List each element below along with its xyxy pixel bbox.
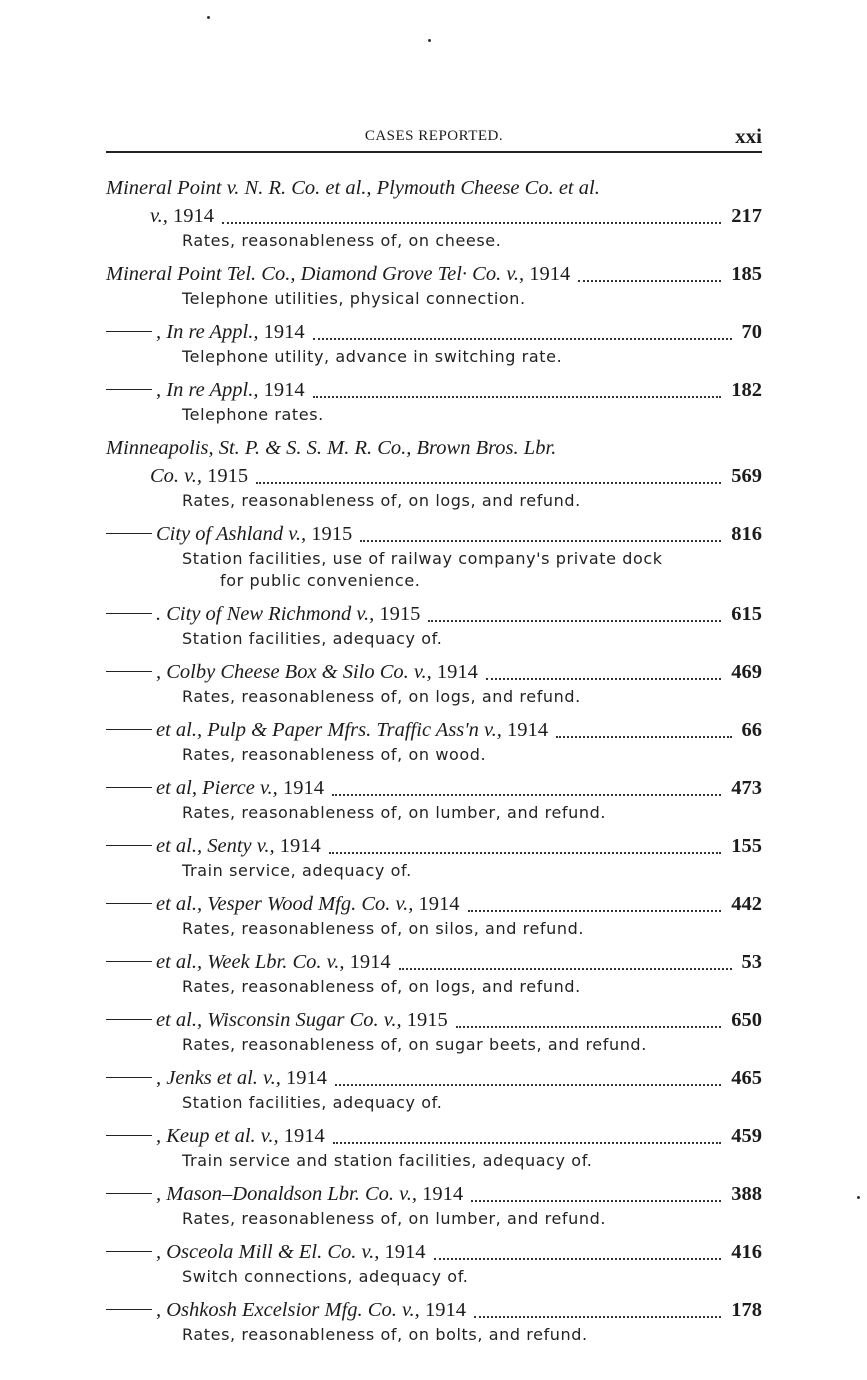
page-number: xxi	[735, 124, 762, 148]
page-reference: 442	[725, 890, 762, 918]
case-entry	[106, 716, 762, 766]
case-title-line	[106, 832, 762, 860]
dot-leader	[428, 620, 721, 622]
page-reference: 217	[725, 202, 762, 230]
page-reference: 53	[736, 948, 763, 976]
case-name: , Keup et al. v.,	[156, 1125, 279, 1147]
ditto-dash	[106, 389, 152, 390]
page-reference: 465	[725, 1064, 762, 1092]
case-entry	[106, 832, 762, 882]
case-name: , Colby Cheese Box & Silo Co. v.,	[156, 661, 432, 683]
case-name: et al, Pierce v.,	[156, 777, 278, 799]
case-title-line	[106, 434, 762, 462]
case-entry	[106, 1064, 762, 1114]
case-title	[106, 661, 484, 683]
subject-note: Rates, reasonableness of, on logs, and refund.	[182, 687, 581, 706]
subject-note: Station facilities, adequacy of.	[182, 629, 443, 648]
case-entry	[106, 948, 762, 998]
page-reference: 66	[736, 716, 763, 744]
dot-leader	[222, 222, 721, 224]
page-reference: 388	[725, 1180, 762, 1208]
case-title	[106, 177, 606, 199]
ditto-dash	[106, 613, 152, 614]
case-title-line	[106, 202, 762, 230]
case-year: 1915	[379, 603, 421, 625]
case-title	[106, 321, 311, 343]
case-name: Mineral Point Tel. Co., Diamond Grove Tel· Co. v.,	[106, 263, 525, 285]
subject-note: Station facilities, use of railway company's private dock	[182, 549, 663, 568]
case-year: 1914	[283, 1125, 325, 1147]
case-title-line	[106, 1006, 762, 1034]
case-entry	[106, 890, 762, 940]
dot-leader	[471, 1200, 721, 1202]
dot-leader	[333, 1142, 722, 1144]
case-name: et al., Wisconsin Sugar Co. v.,	[156, 1009, 402, 1031]
case-title	[106, 719, 554, 741]
ditto-dash	[106, 1135, 152, 1136]
case-entry	[106, 1296, 762, 1346]
subject-note: Rates, reasonableness of, on wood.	[182, 745, 487, 764]
case-entry	[106, 1180, 762, 1230]
case-entry	[106, 774, 762, 824]
case-title	[106, 1009, 454, 1031]
subject-note: Switch connections, adequacy of.	[182, 1267, 469, 1286]
case-year: 1914	[263, 321, 305, 343]
subject-note: Rates, reasonableness of, on sugar beets, and refund.	[182, 1035, 647, 1054]
case-year: 1914	[349, 951, 391, 973]
scan-speck	[857, 1196, 860, 1199]
case-name: Minneapolis, St. P. & S. S. M. R. Co., Brown Bros. Lbr.	[106, 437, 557, 459]
case-title-line	[106, 716, 762, 744]
page-reference: 182	[725, 376, 762, 404]
case-year: 1914	[506, 719, 548, 741]
dot-leader	[256, 482, 721, 484]
case-title-line	[106, 948, 762, 976]
case-entry	[106, 434, 762, 512]
case-name: v.,	[150, 205, 168, 227]
case-year: 1914	[263, 379, 305, 401]
case-name: et al., Vesper Wood Mfg. Co. v.,	[156, 893, 414, 915]
case-title-line	[106, 318, 762, 346]
subject-note: Train service, adequacy of.	[182, 861, 412, 880]
dot-leader	[486, 678, 721, 680]
case-entry	[106, 1122, 762, 1172]
case-year: 1914	[529, 263, 571, 285]
ditto-dash	[106, 729, 152, 730]
ditto-dash	[106, 903, 152, 904]
case-year: 1914	[422, 1183, 464, 1205]
dot-leader	[313, 338, 732, 340]
subject-note: Telephone utility, advance in switching rate.	[182, 347, 563, 366]
scan-speck	[207, 16, 210, 19]
ditto-dash	[106, 1251, 152, 1252]
case-name: , Oshkosh Excelsior Mfg. Co. v.,	[156, 1299, 420, 1321]
case-year: 1914	[172, 205, 214, 227]
case-title-line	[106, 462, 762, 490]
case-name: et al., Senty v.,	[156, 835, 275, 857]
page-reference: 615	[725, 600, 762, 628]
case-title	[106, 1067, 333, 1089]
ditto-dash	[106, 671, 152, 672]
case-title	[106, 523, 358, 545]
dot-leader	[332, 794, 721, 796]
case-title	[106, 1183, 469, 1205]
case-title	[106, 835, 327, 857]
ditto-dash	[106, 961, 152, 962]
dot-leader	[360, 540, 721, 542]
page-reference: 469	[725, 658, 762, 686]
case-title	[106, 1125, 331, 1147]
ditto-dash	[106, 1077, 152, 1078]
case-title-line	[106, 1296, 762, 1324]
dot-leader	[556, 736, 732, 738]
case-entry	[106, 520, 762, 592]
case-title	[106, 1241, 432, 1263]
ditto-dash	[106, 787, 152, 788]
case-year: 1914	[282, 777, 324, 799]
ditto-dash	[106, 331, 152, 332]
dot-leader	[578, 280, 721, 282]
case-entry	[106, 318, 762, 368]
case-name: , In re Appl.,	[156, 321, 259, 343]
case-name: , Osceola Mill & El. Co. v.,	[156, 1241, 380, 1263]
case-year: 1914	[418, 893, 460, 915]
case-entry	[106, 600, 762, 650]
case-title	[106, 263, 576, 285]
case-title	[106, 603, 426, 625]
case-name: , Jenks et al. v.,	[156, 1067, 281, 1089]
page-reference: 473	[725, 774, 762, 802]
ditto-dash	[106, 1019, 152, 1020]
page-reference: 185	[725, 260, 762, 288]
dot-leader	[399, 968, 732, 970]
case-index-list	[106, 174, 762, 1354]
case-name: Co. v.,	[150, 465, 203, 487]
case-entry	[106, 658, 762, 708]
case-title-line	[106, 1180, 762, 1208]
subject-note: Rates, reasonableness of, on lumber, and refund.	[182, 1209, 607, 1228]
subject-note: Rates, reasonableness of, on silos, and refund.	[182, 919, 585, 938]
case-title	[106, 437, 562, 459]
case-year: 1914	[279, 835, 321, 857]
case-year: 1915	[207, 465, 249, 487]
case-year: 1914	[424, 1299, 466, 1321]
case-entry	[106, 260, 762, 310]
ditto-dash	[106, 845, 152, 846]
case-year: 1915	[311, 523, 353, 545]
case-entry	[106, 1006, 762, 1056]
subject-note: Rates, reasonableness of, on logs, and refund.	[182, 977, 581, 996]
page-reference: 155	[725, 832, 762, 860]
page-reference: 70	[736, 318, 763, 346]
case-name: et al., Pulp & Paper Mfrs. Traffic Ass'n v.,	[156, 719, 502, 741]
page-reference: 569	[725, 462, 762, 490]
case-title	[106, 893, 466, 915]
scan-speck	[428, 39, 431, 42]
subject-note: Train service and station facilities, adequacy of.	[182, 1151, 593, 1170]
case-name: City of Ashland v.,	[156, 523, 307, 545]
subject-note: Rates, reasonableness of, on cheese.	[182, 231, 502, 250]
case-name: , In re Appl.,	[156, 379, 259, 401]
ditto-dash	[106, 1193, 152, 1194]
page-reference: 178	[725, 1296, 762, 1324]
header-rule	[106, 151, 762, 153]
ditto-dash	[106, 1309, 152, 1310]
dot-leader	[468, 910, 722, 912]
dot-leader	[434, 1258, 722, 1260]
subject-note: Station facilities, adequacy of.	[182, 1093, 443, 1112]
dot-leader	[474, 1316, 721, 1318]
case-title-line	[106, 774, 762, 802]
running-head: CASES REPORTED.	[364, 128, 504, 144]
case-title	[106, 777, 330, 799]
case-title-line	[106, 658, 762, 686]
case-title	[150, 465, 254, 487]
page-header	[106, 124, 762, 152]
dot-leader	[456, 1026, 722, 1028]
subject-note: Rates, reasonableness of, on bolts, and refund.	[182, 1325, 588, 1344]
case-entry	[106, 376, 762, 426]
page-reference: 416	[725, 1238, 762, 1266]
case-year: 1915	[406, 1009, 448, 1031]
case-title	[106, 951, 397, 973]
dot-leader	[313, 396, 722, 398]
case-title-line	[106, 1238, 762, 1266]
case-year: 1914	[436, 661, 478, 683]
case-title-line	[106, 174, 762, 202]
case-name: . City of New Richmond v.,	[156, 603, 375, 625]
case-name: Mineral Point v. N. R. Co. et al., Plymouth Cheese Co. et al.	[106, 177, 600, 199]
case-entry	[106, 1238, 762, 1288]
page-reference: 459	[725, 1122, 762, 1150]
subject-note: Telephone rates.	[182, 405, 324, 424]
subject-note: Rates, reasonableness of, on logs, and refund.	[182, 491, 581, 510]
case-title-line	[106, 520, 762, 548]
case-title	[106, 1299, 472, 1321]
dot-leader	[335, 1084, 721, 1086]
dot-leader	[329, 852, 722, 854]
case-title	[106, 379, 311, 401]
case-title-line	[106, 600, 762, 628]
case-name: et al., Week Lbr. Co. v.,	[156, 951, 345, 973]
case-name: , Mason–Donaldson Lbr. Co. v.,	[156, 1183, 418, 1205]
case-title-line	[106, 1064, 762, 1092]
case-year: 1914	[384, 1241, 426, 1263]
ditto-dash	[106, 533, 152, 534]
subject-note: for public convenience.	[220, 571, 421, 590]
subject-note: Telephone utilities, physical connection.	[182, 289, 526, 308]
case-year: 1914	[285, 1067, 327, 1089]
case-title-line	[106, 376, 762, 404]
case-title-line	[106, 1122, 762, 1150]
page-reference: 650	[725, 1006, 762, 1034]
case-title	[150, 205, 220, 227]
case-title-line	[106, 890, 762, 918]
subject-note: Rates, reasonableness of, on lumber, and refund.	[182, 803, 607, 822]
page-reference: 816	[725, 520, 762, 548]
case-entry	[106, 174, 762, 252]
case-title-line	[106, 260, 762, 288]
